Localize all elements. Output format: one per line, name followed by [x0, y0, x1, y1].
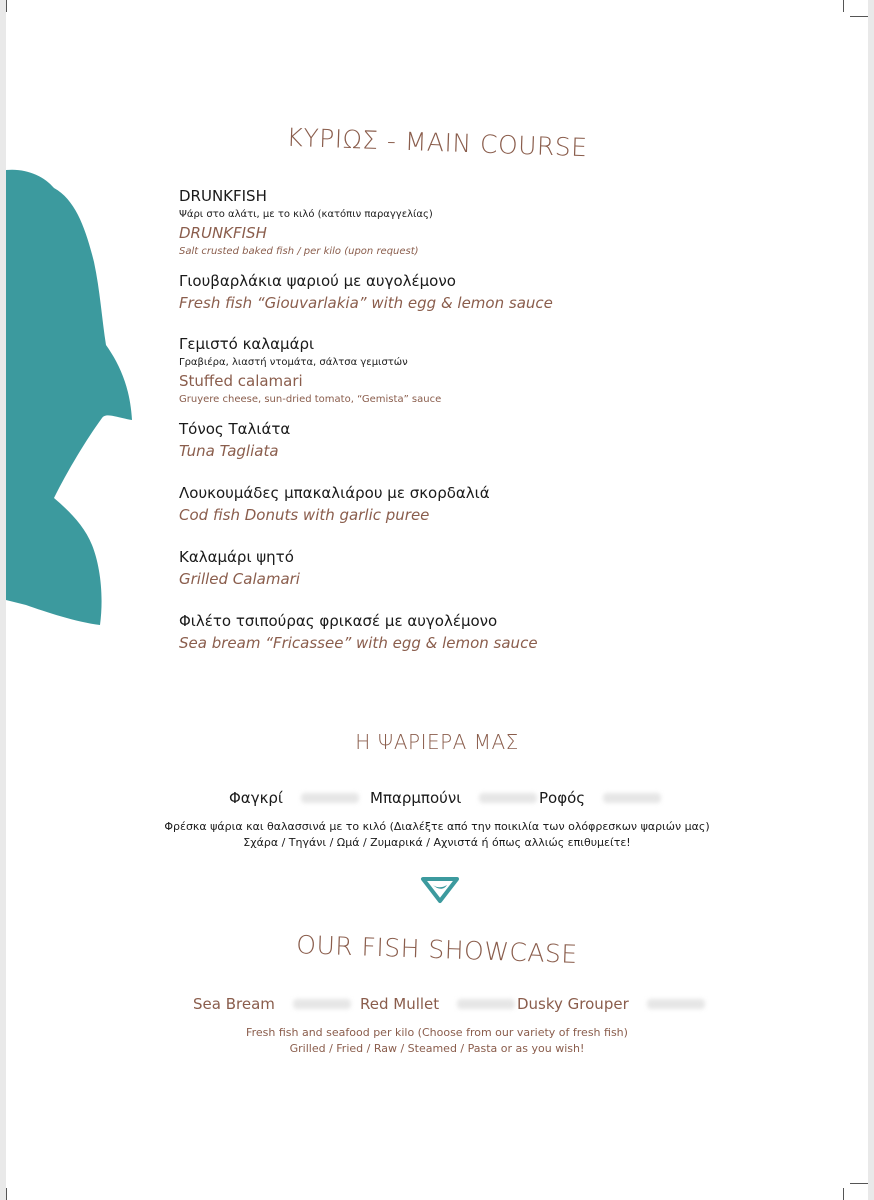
crop-mark [850, 1183, 868, 1184]
item-name-en: Cod fish Donuts with garlic puree [179, 506, 430, 524]
note-line: Grilled / Fried / Raw / Steamed / Pasta or as you wish! [289, 1042, 585, 1055]
fish-silhouette-icon [6, 0, 146, 640]
note-line: Φρέσκα ψάρια και θαλασσινά με το κιλό (Διαλέξτε από την ποικιλία των ολόφρεσκων ψαριών μας) [164, 820, 710, 833]
item-name-gr: Γιουβαρλάκια ψαριού με αυγολέμονο [179, 272, 456, 290]
fish-entry [360, 995, 515, 1013]
item-desc-en: Salt crusted baked fish / per kilo (upon request) [179, 246, 419, 257]
item-desc-gr: Γραβιέρα, λιαστή ντομάτα, σάλτσα γεμιστών [179, 357, 408, 368]
fish-entry [539, 789, 661, 807]
blurred-price [301, 793, 359, 803]
triangle-fish-logo-icon [420, 876, 460, 904]
blurred-price [293, 999, 351, 1009]
crop-mark [843, 1188, 844, 1200]
item-desc-en: Gruyere cheese, sun-dried tomato, “Gemista” sauce [179, 394, 442, 405]
fish-entry [193, 995, 351, 1013]
fish-name: Dusky Grouper [517, 995, 629, 1013]
menu-item [179, 272, 739, 313]
fish-name: Ροφός [539, 789, 586, 807]
fish-name: Sea Bream [193, 995, 275, 1013]
item-name-gr: Γεμιστό καλαμάρι [179, 335, 315, 353]
blurred-price [479, 793, 537, 803]
fish-showcase-heading-en: OUR FISH SHOWCASE [295, 930, 579, 969]
blurred-price [603, 793, 661, 803]
fish-name: Μπαρμπούνι [370, 789, 462, 807]
fish-name: Φαγκρί [229, 789, 284, 807]
note-line: Fresh fish and seafood per kilo (Choose from our variety of fresh fish) [246, 1026, 628, 1039]
item-name-en: Grilled Calamari [179, 570, 300, 588]
item-name-en: Tuna Tagliata [179, 442, 279, 460]
item-name-gr: Τόνος Ταλιάτα [179, 420, 291, 438]
menu-item [179, 612, 739, 653]
blurred-price [647, 999, 705, 1009]
menu-item [179, 484, 739, 525]
fish-note-gr [0, 819, 874, 851]
item-name-en: Sea bream “Fricassee” with egg & lemon sauce [179, 634, 538, 652]
item-name-en: Stuffed calamari [179, 372, 303, 390]
note-line: Σχάρα / Τηγάνι / Ωμά / Ζυμαρικά / Αχνιστά ή όπως αλλιώς επιθυμείτε! [243, 836, 631, 849]
item-name-en: DRUNKFISH [179, 224, 267, 242]
fish-entry [517, 995, 705, 1013]
crop-mark [843, 0, 844, 12]
main-course-list [179, 187, 739, 673]
menu-item [179, 548, 739, 589]
menu-item [179, 187, 739, 258]
item-name-gr: DRUNKFISH [179, 187, 267, 205]
menu-item [179, 420, 739, 461]
item-desc-gr: Ψάρι στο αλάτι, με το κιλό (κατόπιν παραγγελίας) [179, 209, 433, 220]
crop-mark [6, 1188, 7, 1200]
item-name-gr: Καλαμάρι ψητό [179, 548, 294, 566]
fish-note-en [0, 1025, 874, 1057]
menu-item [179, 335, 739, 406]
fish-name: Red Mullet [360, 995, 440, 1013]
main-course-heading: ΚΥΡΙΩΣ - MAIN COURSE [286, 122, 588, 163]
fish-entry [229, 789, 359, 807]
item-name-en: Fresh fish “Giouvarlakia” with egg & lemon sauce [179, 294, 553, 312]
fish-entry [370, 789, 537, 807]
crop-mark [850, 16, 868, 17]
item-name-gr: Λουκουμάδες μπακαλιάρου με σκορδαλιά [179, 484, 490, 502]
fish-showcase-heading-gr: Η ΨΑΡΙΕΡΑ ΜΑΣ [355, 730, 519, 754]
item-name-gr: Φιλέτο τσιπούρας φρικασέ με αυγολέμονο [179, 612, 498, 630]
blurred-price [457, 999, 515, 1009]
